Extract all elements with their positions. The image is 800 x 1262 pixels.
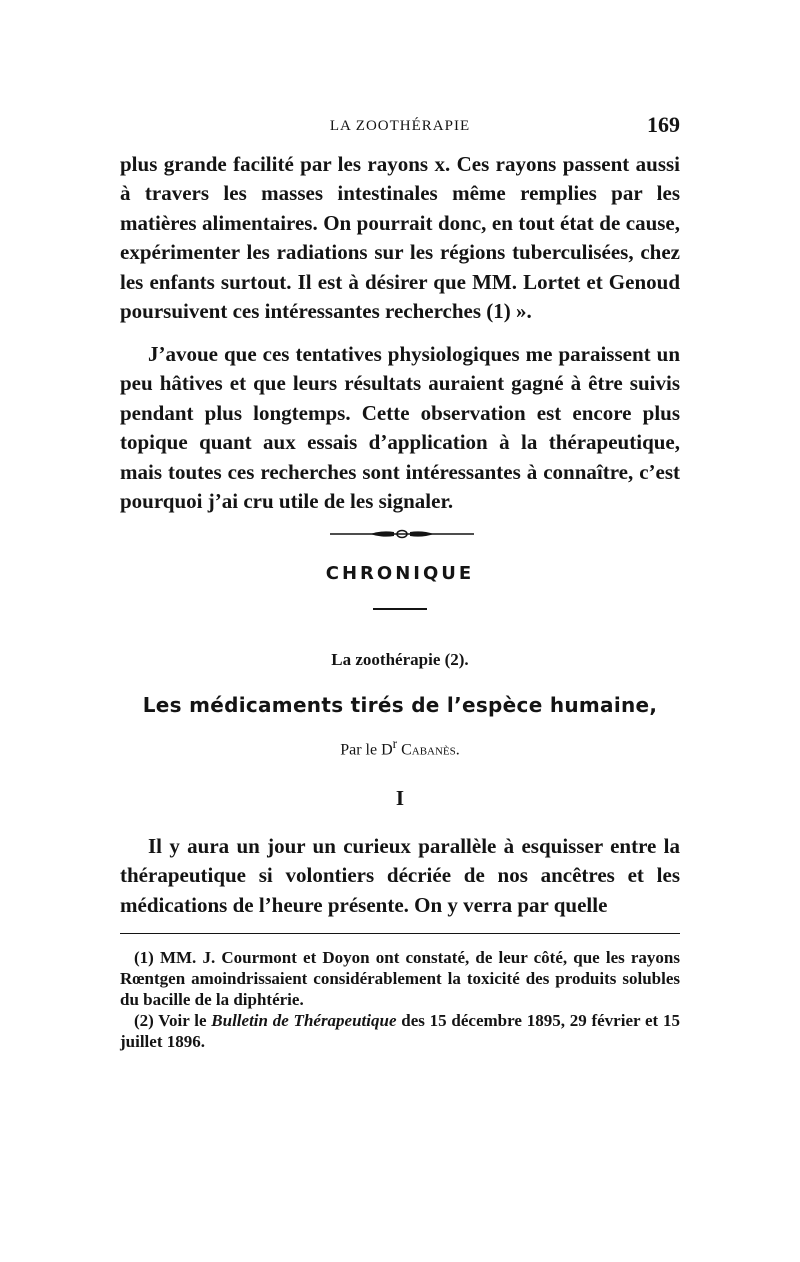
title-rule [373, 608, 427, 610]
page-number: 169 [647, 112, 680, 137]
footnote-2-suffix: des 15 décembre 1895, 29 février et 15 juillet 1896. [120, 1011, 680, 1051]
running-title: LA ZOOTHÉRAPIE [329, 118, 471, 134]
footnote-rule [120, 933, 680, 934]
article-title: La zoothérapie (2). [331, 650, 469, 669]
section-number: I [395, 786, 405, 810]
footnotes [120, 947, 680, 1052]
ornamental-divider [330, 528, 474, 540]
section-title: CHRONIQUE [325, 563, 475, 584]
footnote-1: (1) MM. J. Courmont et Doyon ont constaté, de leur côté, que les rayons Rœntgen amoindrissaient considérablement la toxicité des produits solubles du bacille de la diphtérie. [120, 948, 680, 1009]
paragraph-text: J’avoue que ces tentatives physiologiques me paraissent un peu hâtives et que leurs résultats auraient gagné à être suivis pendant plus longtemps. Cette observation est encore plus topique quant aux essais d’application à la thérapeutique, mais toutes ces recherches sont intéressantes à connaître, c’est pourquoi j’ai cru utile de les signaler. [120, 342, 680, 514]
author-line [0, 736, 800, 759]
paragraph-opening [120, 832, 680, 920]
footnote-2 [120, 1010, 680, 1052]
footnote-2-journal: Bulletin de Thérapeutique [211, 1011, 397, 1030]
author-name: Cabanès. [401, 741, 460, 759]
paragraph-text: Il y aura un jour un curieux parallèle à esquisser entre la thérapeutique si volontiers décriée de nos ancêtres et les médications de l’heure présente. On y verra par quelle [120, 834, 680, 917]
paragraph-text: plus grande facilité par les rayons x. Ces rayons passent aussi à travers les masses intestinales même remplies par les matières alimentaires. On pourrait donc, en tout état de cause, expérimenter les radiations sur les régions tuberculisées, chez les enfants surtout. Il est à désirer que MM. Lortet et Genoud poursuivent ces intéressantes recherches (1) ». [120, 152, 680, 324]
paragraph-continued [120, 150, 680, 326]
article-subtitle: Les médicaments tirés de l’espèce humaine, [142, 693, 658, 717]
footnote-2-prefix: (2) Voir le [134, 1011, 212, 1030]
author-prefix-sup: r [392, 736, 398, 751]
paragraph-observation [120, 340, 680, 516]
author-prefix: Par le D [340, 741, 393, 759]
page-header [120, 112, 680, 142]
